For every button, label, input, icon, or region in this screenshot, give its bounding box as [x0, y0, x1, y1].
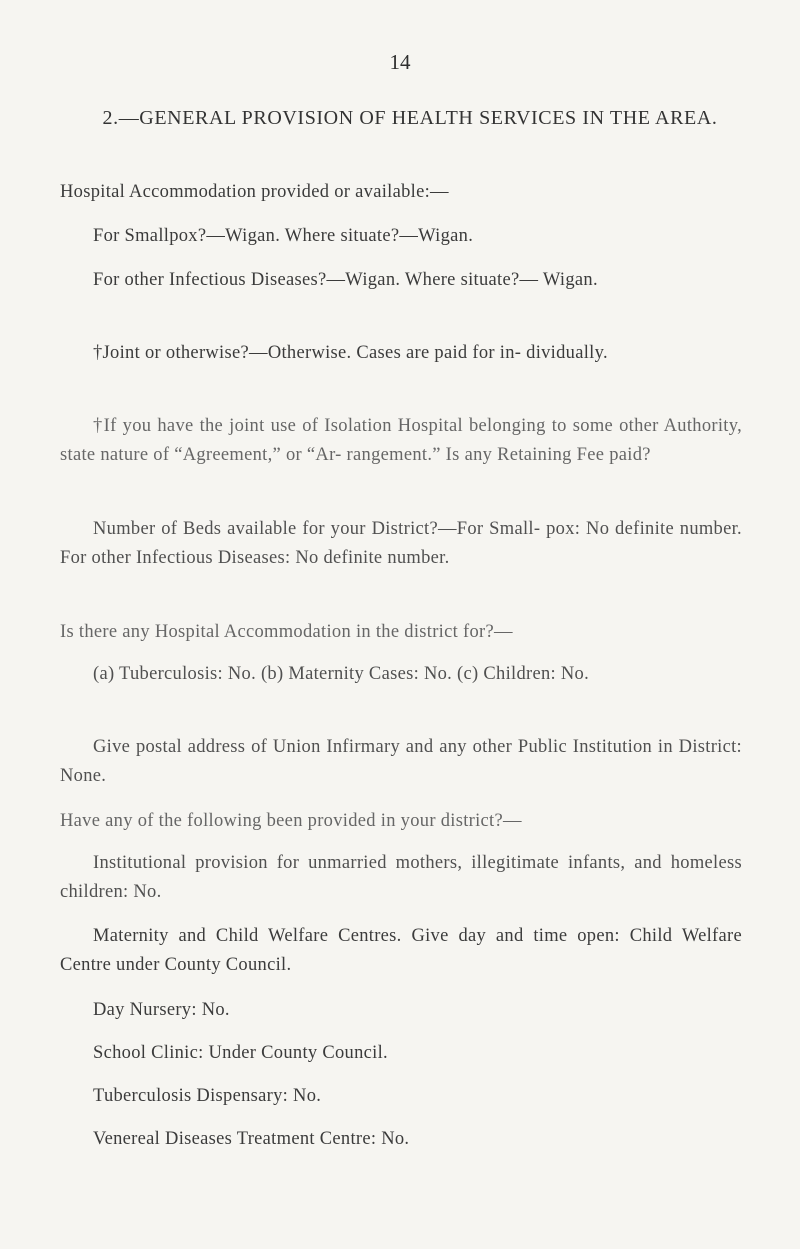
- section-heading: 2.—GENERAL PROVISION OF HEALTH SERVICES IN THE AREA.: [102, 107, 718, 129]
- paragraph-union-infirmary: Give postal address of Union Infirmary and any other Public Institution in District: None.: [60, 737, 742, 786]
- paragraph-institutional-provision: Institutional provision for unmarried mothers, illegitimate infants, and homeless children: No.: [60, 853, 742, 902]
- page-number: 14: [389, 50, 411, 74]
- paragraph-maternity-child-welfare: Maternity and Child Welfare Centres. Give day and time open: Child Welfare Centre under County Council.: [60, 926, 742, 975]
- paragraph-venereal-diseases: Venereal Diseases Treatment Centre: No.: [93, 1129, 410, 1149]
- paragraph-isolation-hospital-agreement: †If you have the joint use of Isolation Hospital belonging to some other Authority, state nature of “Agreement,” or “Ar- rangement.” Is any Retaining Fee paid?: [60, 416, 742, 465]
- paragraph-joint-or-otherwise: †Joint or otherwise?—Otherwise. Cases are paid for in- dividually.: [93, 343, 608, 363]
- paragraph-school-clinic: School Clinic: Under County Council.: [93, 1043, 388, 1063]
- paragraph-tuberculosis-maternity-children: (a) Tuberculosis: No. (b) Maternity Cases: No. (c) Children: No.: [93, 664, 590, 684]
- paragraph-day-nursery: Day Nursery: No.: [93, 1000, 230, 1020]
- paragraph-tuberculosis-dispensary: Tuberculosis Dispensary: No.: [93, 1086, 322, 1106]
- paragraph-following-provided: Have any of the following been provided in your district?—: [60, 811, 522, 831]
- paragraph-smallpox: For Smallpox?—Wigan. Where situate?—Wigan.: [93, 226, 474, 246]
- paragraph-hospital-accommodation: Hospital Accommodation provided or available:—: [60, 182, 449, 202]
- paragraph-other-infectious-diseases: For other Infectious Diseases?—Wigan. Where situate?— Wigan.: [93, 270, 598, 290]
- paragraph-hospital-accommodation-question: Is there any Hospital Accommodation in the district for?—: [60, 622, 513, 642]
- paragraph-number-of-beds: Number of Beds available for your District?—For Small- pox: No definite number. For other Infectious Diseases: No definite number.: [60, 519, 742, 568]
